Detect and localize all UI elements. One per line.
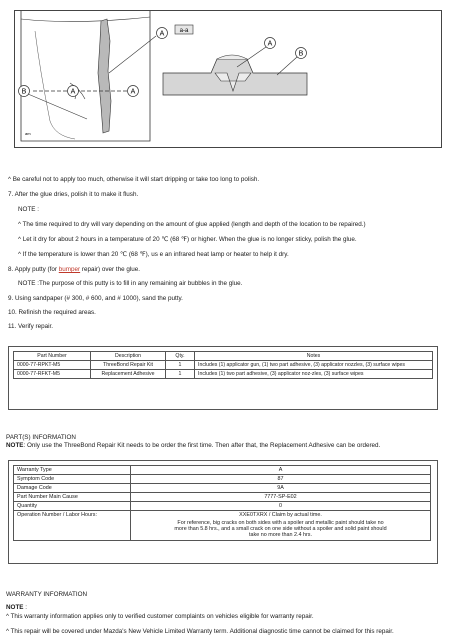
bumper-view (21, 11, 150, 141)
warranty-note-1: ^ This warranty information applies only to verified customer complaints on vehicles eligible for warranty repair. (6, 613, 314, 620)
table-row: Part Number Main Cause 7777-SP-E02 (14, 493, 431, 502)
labor-value: XXE0TXRX / Claim by actual time. (239, 512, 322, 518)
svg-text:A: A (70, 88, 76, 96)
table-row: Damage Code 9A (14, 484, 431, 493)
table-row: Symptom Code 87 (14, 475, 431, 484)
callout-a-left (68, 86, 79, 97)
step-9: 9. Using sandpaper (# 300, # 600, and # 1000), sand the putty. (8, 295, 183, 302)
table-row: Operation Number / Labor Hours: XXE0TXRX / Claim by actual time. For reference, big cracks on both sides with a spoiler and metallic paint should take no more than 5.8 hrs., and a small crack on one side without a spoiler and solid paint should take no more than 2.4 hrs. (14, 511, 431, 541)
step-8-note: NOTE :The purpose of this putty is to fill in any remaining air bubbles in the glue. (18, 280, 243, 287)
step-8: 8. Apply putty (for bumper repair) over the glue. (8, 266, 140, 273)
step-7-note-label: NOTE : (18, 206, 39, 213)
table-row: Quantity 0 (14, 502, 431, 511)
bumper-crack-diagram (15, 11, 441, 147)
parts-table-header: Part Number Description Qty. Notes (14, 352, 433, 361)
warranty-note-2: ^ This repair will be covered under Mazda's New Vehicle Limited Warranty term. Additional diagnostic time cannot be claimed for this repair. (6, 628, 394, 635)
table-row: 0000-77-RFKT-M5 Replacement Adhesive 1 Includes (1) two part adhesive, (3) applicator noz-zles, (3) surface wipes (14, 370, 433, 379)
svg-text:a-a: a-a (179, 28, 189, 34)
figure-code: am (25, 131, 31, 136)
parts-table-frame (8, 346, 438, 410)
caution-note: ^ Be careful not to apply too much, otherwise it will start dripping or take too long to polish. (8, 176, 260, 183)
repair-illustration (14, 10, 442, 148)
svg-text:B: B (298, 50, 304, 58)
bumper-link[interactable]: bumper (58, 266, 81, 273)
warranty-note-label: NOTE : (6, 604, 27, 611)
table-row: 0000-77-RPKT-M5 ThreeBond Repair Kit 1 Includes (1) applicator gun, (1) two part adhesive, (3) applicator nozzles, (3) surface wipes (14, 361, 433, 370)
step-11: 11. Verify repair. (8, 323, 54, 330)
svg-text:B: B (21, 88, 27, 96)
parts-table (13, 351, 433, 379)
step-7-note-1: ^ The time required to dry will vary depending on the amount of glue applied (length and depth of the location to be repaired.) (18, 221, 366, 228)
step-10: 10. Refinish the required areas. (8, 309, 96, 316)
callout-a-right (128, 86, 139, 97)
cross-section-view (163, 55, 307, 95)
warranty-info-heading: WARRANTY INFORMATION (6, 591, 88, 598)
step-7-note-2: ^ Let it dry for about 2 hours in a temperature of 20 ℃ (68 ℉) or higher. When the glue is no longer sticky, polish the glue. (18, 236, 357, 243)
svg-text:A: A (267, 40, 273, 48)
labor-detail: For reference, big cracks on both sides with a spoiler and metallic paint should take no more than 5.8 hrs., and a small crack on one side without a spoiler and solid paint should take no more than 2.4 hrs. (174, 520, 387, 538)
warranty-table-frame (8, 460, 438, 564)
table-row: Warranty Type A (14, 466, 431, 475)
callout-b-section (277, 48, 307, 76)
parts-info-note: NOTE: Only use the ThreeBond Repair Kit needs to be order the first time. Then after that, the Replacement Adhesive can be ordered. (6, 442, 381, 449)
parts-info-heading: PART(S) INFORMATION (6, 434, 76, 441)
svg-text:A: A (130, 88, 136, 96)
step-7: 7. After the glue dries, polish it to make it flush. (8, 191, 139, 198)
warranty-table (13, 465, 431, 541)
section-label (175, 25, 193, 34)
callout-a-top (109, 28, 168, 74)
svg-text:A: A (159, 30, 165, 38)
step-7-note-3: ^ If the temperature is lower than 20 ℃ (68 ℉), us e an infrared heat lamp or heater to help it dry. (18, 251, 289, 258)
